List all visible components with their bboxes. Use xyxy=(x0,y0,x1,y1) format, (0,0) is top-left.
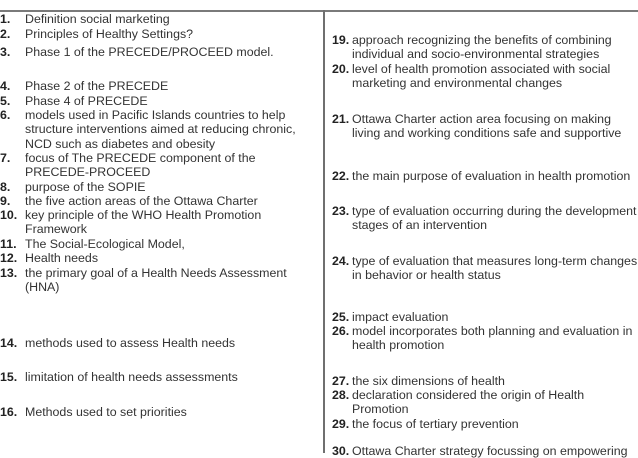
list-item xyxy=(0,45,274,59)
item-number: 6. xyxy=(0,108,11,122)
list-item xyxy=(0,405,187,419)
item-text: Health needs xyxy=(25,251,99,265)
item-text: Ottawa Charter strategy focussing on empowering xyxy=(352,444,628,458)
item-text: PRECEDE-PROCEED xyxy=(25,165,151,180)
item-number: 19. xyxy=(332,33,350,47)
list-item xyxy=(0,108,296,151)
item-number: 28. xyxy=(332,388,350,402)
list-item xyxy=(332,33,612,62)
item-number: 23. xyxy=(332,204,350,218)
list-item xyxy=(332,169,630,183)
item-text: level of health promotion associated with social xyxy=(352,62,611,76)
list-item xyxy=(332,112,621,141)
item-text: Principles of Healthy Settings? xyxy=(25,27,194,41)
item-number: 4. xyxy=(0,79,11,93)
item-text: Ottawa Charter action area focusing on making xyxy=(352,112,611,126)
item-text: Phase 4 of PRECEDE xyxy=(25,94,148,108)
item-text: purpose of the SOPIE xyxy=(25,180,146,194)
list-item xyxy=(0,370,238,384)
item-text: declaration considered the origin of Health xyxy=(352,388,585,402)
item-text: type of evaluation that measures long-term changes xyxy=(352,254,638,268)
item-text: NCD such as diabetes and obesity xyxy=(25,136,216,151)
list-item xyxy=(0,12,170,26)
list-item xyxy=(332,310,448,324)
item-text: methods used to assess Health needs xyxy=(25,336,236,350)
item-number: 8. xyxy=(0,180,11,194)
item-text: health promotion xyxy=(352,338,445,353)
list-item xyxy=(0,27,193,41)
item-number: 22. xyxy=(332,169,350,183)
item-number: 20. xyxy=(332,62,350,76)
item-text: Phase 2 of the PRECEDE xyxy=(25,79,169,93)
item-text: the six dimensions of health xyxy=(352,374,505,388)
list-item xyxy=(0,151,256,180)
item-text: Phase 1 of the PRECEDE/PROCEED model. xyxy=(25,45,274,59)
item-text: individual and socio-environmental strategies xyxy=(352,47,600,62)
item-text: Framework xyxy=(25,222,87,237)
list-item xyxy=(332,444,627,458)
item-text: Promotion xyxy=(352,402,409,417)
item-text: models used in Pacific Islands countries to help xyxy=(25,108,286,122)
column-divider xyxy=(323,10,325,453)
list-item xyxy=(0,208,261,237)
list-item xyxy=(0,180,146,194)
item-text: stages of an intervention xyxy=(352,218,488,233)
list-item xyxy=(332,62,610,91)
item-text: marketing and environmental changes xyxy=(352,76,563,91)
item-number: 14. xyxy=(0,336,18,350)
list-item xyxy=(332,374,505,388)
item-number: 25. xyxy=(332,310,350,324)
item-number: 30. xyxy=(332,444,350,458)
item-number: 3. xyxy=(0,45,11,59)
item-number: 5. xyxy=(0,94,11,108)
item-text: approach recognizing the benefits of combining xyxy=(352,33,612,47)
item-text: (HNA) xyxy=(25,280,60,295)
list-item xyxy=(0,237,185,251)
item-text: the main purpose of evaluation in health promotion xyxy=(352,169,631,183)
item-number: 9. xyxy=(0,194,11,208)
item-number: 2. xyxy=(0,27,11,41)
list-item xyxy=(0,266,287,295)
list-item xyxy=(332,324,632,353)
item-text: Methods used to set priorities xyxy=(25,405,187,419)
item-number: 7. xyxy=(0,151,11,165)
item-text: limitation of health needs assessments xyxy=(25,370,238,384)
item-text: in behavior or health status xyxy=(352,268,501,283)
item-number: 27. xyxy=(332,374,350,388)
list-item xyxy=(0,79,168,93)
item-text: The Social-Ecological Model, xyxy=(25,237,185,251)
item-number: 12. xyxy=(0,251,18,265)
list-item xyxy=(0,194,258,208)
item-number: 10. xyxy=(0,208,18,222)
list-item xyxy=(332,417,519,431)
item-number: 29. xyxy=(332,417,350,431)
item-number: 11. xyxy=(0,237,17,251)
item-number: 13. xyxy=(0,266,18,280)
list-item xyxy=(332,388,584,417)
item-text: type of evaluation occurring during the development xyxy=(352,204,637,218)
item-text: impact evaluation xyxy=(352,310,449,324)
item-number: 1. xyxy=(0,12,11,26)
item-text: the primary goal of a Health Needs Assessment xyxy=(25,266,287,280)
item-text: Definition social marketing xyxy=(25,12,170,26)
item-number: 15. xyxy=(0,370,18,384)
item-number: 24. xyxy=(332,254,350,268)
list-item xyxy=(0,336,235,350)
item-number: 16. xyxy=(0,405,18,419)
item-text: model incorporates both planning and evaluation in xyxy=(352,324,633,338)
item-text: the five action areas of the Ottawa Charter xyxy=(25,194,258,208)
list-item xyxy=(0,251,98,265)
item-text: focus of The PRECEDE component of the xyxy=(25,151,256,165)
item-text: the focus of tertiary prevention xyxy=(352,417,519,431)
item-number: 26. xyxy=(332,324,350,338)
list-item xyxy=(332,204,636,233)
list-item xyxy=(332,254,637,283)
item-text: living and working conditions safe and supportive xyxy=(352,126,622,141)
item-number: 21. xyxy=(332,112,350,126)
item-text: key principle of the WHO Health Promotion xyxy=(25,208,262,222)
item-text: structure interventions aimed at reducing chronic, xyxy=(25,122,296,137)
list-item xyxy=(0,94,148,108)
